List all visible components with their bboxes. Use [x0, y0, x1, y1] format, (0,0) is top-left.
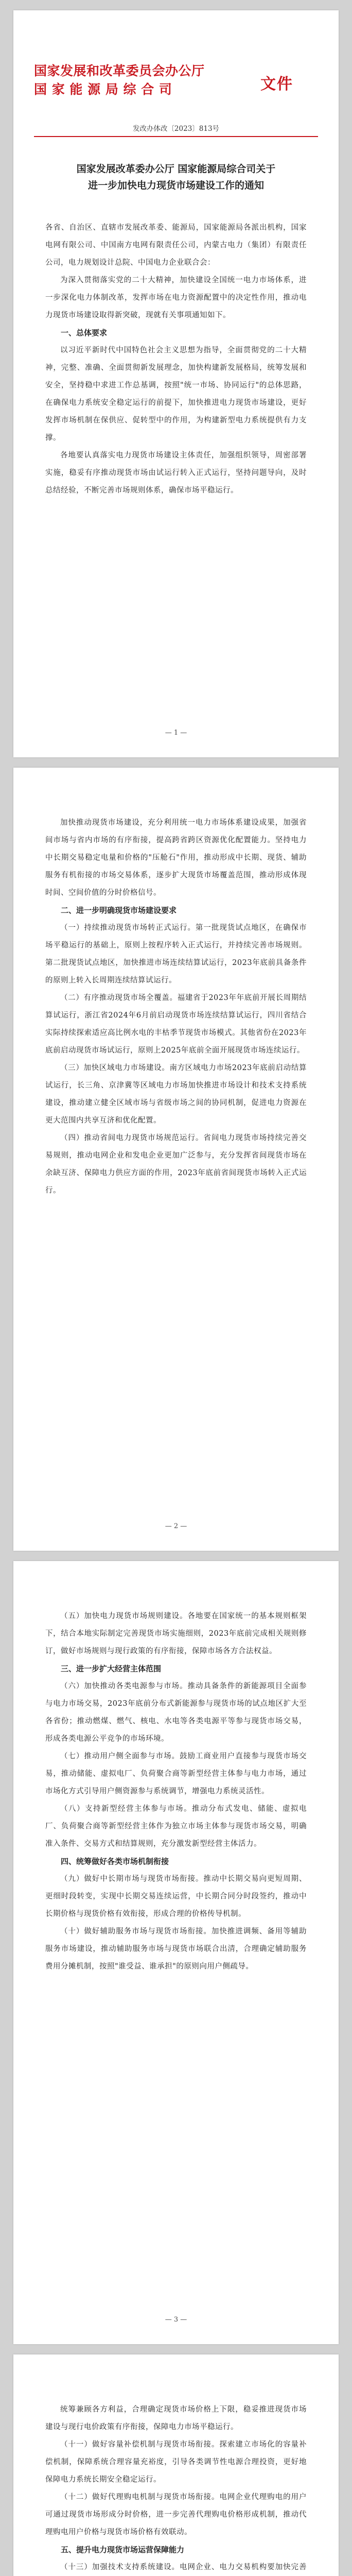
page-4-body	[45, 2401, 307, 2576]
paragraph: 加快推动现货市场建设，充分利用统一电力市场体系建设成果，加强省间市场与省内市场的有序衔接，提高跨省跨区资源优化配置能力。坚持电力中长期交易稳定电量和价格的"压舱石"作用，推动形成中长期、现货、辅助服务有机衔接的市场交易体系，逐步扩大现货市场覆盖范围，推动形成体现时间、空间价值的分时价格信号。	[45, 819, 307, 897]
paragraph: （十三）加强技术支持系统建设。电网企业、电力交易机构要加快完善	[60, 2563, 307, 2571]
doc-word: 文件	[260, 75, 293, 93]
paragraph: （三）加快区域电力市场建设。南方区域电力市场2023年底前启动结算试运行，长三角、京津冀等区域电力市场加快推进市场设计和技术支持系统建设，推动建立健全区域市场与省级市场之间的协同机制，促进电力资源在更大范围内共享互济和优化配置。	[45, 1064, 307, 1125]
document-title	[55, 161, 297, 194]
paragraph: （四）推动省间电力现货市场规范运行。省间电力现货市场持续完善交易规则，推动电网企业和发电企业更加广泛参与，充分发挥省间现货市场在余缺互济、保障电力供应方面的作用，2023年底前省间现货市场转入正式运行。	[45, 1134, 307, 1195]
red-header	[34, 62, 318, 103]
paragraph: （十一）做好容量补偿机制与现货市场衔接。探索建立市场化的容量补偿机制，保障系统合理容量充裕度，引导各类调节性电源合理投资，更好地保障电力系统长期安全稳定运行。	[45, 2441, 307, 2484]
document-number: 发改办体改〔2023〕813号	[132, 125, 220, 133]
section-heading: 三、进一步扩大经营主体范围	[61, 1664, 162, 1673]
document-page-3	[13, 1561, 339, 2344]
page-2-body	[45, 814, 307, 1199]
page-1-body	[45, 219, 307, 499]
page-number: — 2 —	[165, 1522, 187, 1530]
paragraph: （七）推动用户侧全面参与市场。鼓励工商业用户直接参与现货市场交易，推动储能、虚拟电厂、负荷聚合商等新型经营主体参与电力市场，通过市场化方式引导用户侧资源参与系统调节，增强电力系统灵活性。	[45, 1752, 307, 1795]
title-line-1: 国家发展改革委办公厅 国家能源局综合司关于	[76, 163, 276, 175]
paragraph: 为深入贯彻落实党的二十大精神，加快建设全国统一电力市场体系，进一步深化电力体制改革，发挥市场在电力资源配置中的决定性作用，推动电力现货市场建设取得新突破，现就有关事项通知如下。	[45, 276, 307, 319]
document-page-2	[13, 768, 339, 1551]
section-heading: 四、统筹做好各类市场机制衔接	[61, 1857, 169, 1866]
paragraph: 各地要认真落实电力现货市场建设主体责任，加强组织领导，周密部署实施，稳妥有序推动现货市场由试运行转入正式运行，坚持问题导向，及时总结经验，不断完善市场规则体系，确保市场平稳运行。	[45, 451, 307, 495]
issuer-names	[34, 62, 255, 99]
paragraph: （八）支持新型经营主体参与市场。推动分布式发电、储能、虚拟电厂、负荷聚合商等新型经营主体作为独立市场主体参与现货市场交易，明确准入条件、交易方式和结算规则，充分激发新型经营主体活力。	[45, 1805, 307, 1848]
section-heading: 一、总体要求	[61, 328, 108, 337]
paragraph: （一）持续推动现货市场转正式运行。第一批现货试点地区，在确保市场平稳运行的基础上，原则上按程序转入正式运行，并持续完善市场规则。第二批现货试点地区，加快推进市场连续结算试运行，2023年底前具备条件的原则上转入长周期连续结算试运行。	[45, 924, 307, 985]
page-number: — 1 —	[165, 729, 187, 737]
document-page-4	[13, 2354, 339, 2576]
section-heading: 五、提升电力现货市场运营保障能力	[61, 2545, 185, 2554]
issuer-line-1: 国家发展和改革委员会办公厅	[34, 63, 205, 78]
page-number: — 3 —	[165, 2316, 187, 2324]
title-line-2: 进一步加快电力现货市场建设工作的通知	[87, 180, 264, 191]
page-3-body	[45, 1607, 307, 1975]
paragraph: 统筹兼顾各方利益，合理确定现货市场价格上下限，稳妥推进现货市场建设与现行电价政策有序衔接，保障电力市场平稳运行。	[45, 2405, 307, 2431]
paragraph: （二）有序推动现货市场全覆盖。福建省于2023年年底前开展长周期结算试运行，浙江省2024年6月前启动现货市场连续结算试运行，四川省结合实际持续探索适应高比例水电的丰枯季节现货市场模式。其他省份在2023年底前启动现货市场试运行，原则上2025年底前全面开展现货市场连续运行。	[45, 994, 307, 1055]
paragraph: （九）做好中长期市场与现货市场衔接。推动中长期交易向更短周期、更细时段转变，实现中长期交易连续运营，中长期合同分时段签约，推动中长期价格与现货价格有效衔接，形成合理的价格传导机制。	[45, 1875, 307, 1918]
addressees: 各省、自治区、直辖市发展改革委、能源局，国家能源局各派出机构，国家电网有限公司、中国南方电网有限责任公司，内蒙古电力（集团）有限责任公司，电力规划设计总院、中国电力企业联合会：	[45, 224, 307, 267]
section-heading: 二、进一步明确现货市场建设要求	[61, 906, 177, 915]
paragraph: （十）做好辅助服务市场与现货市场衔接。加快推进调频、备用等辅助服务市场建设，推动辅助服务市场与现货市场联合出清，合理确定辅助服务费用分摊机制，按照"谁受益、谁承担"的原则向用户侧疏导。	[45, 1927, 307, 1971]
paragraph: （五）加快电力现货市场规则建设。各地要在国家统一的基本规则框架下，结合本地实际制定完善现货市场实施细则，2023年底前完成相关规则修订，做好市场规则与现行政策的有序衔接，保障市场各方合法权益。	[45, 1612, 307, 1655]
paragraph: 以习近平新时代中国特色社会主义思想为指导，全面贯彻党的二十大精神，完整、准确、全面贯彻新发展理念，加快构建新发展格局，统筹发展和安全，坚持稳中求进工作总基调，按照"统一市场、协同运行"的总体思路，在确保电力系统安全稳定运行的前提下，加快推进电力现货市场建设，更好发挥市场机制在保供应、促转型中的作用，为构建新型电力系统提供有力支撑。	[45, 346, 307, 442]
paragraph: （六）加快推动各类电源参与市场。推动具备条件的新能源项目全面参与电力市场交易，2023年底前分布式新能源参与现货市场的试点地区扩大至各省份；推动燃煤、燃气、核电、水电等各类电源平等参与现货市场交易，形成各类电源公平竞争的市场环境。	[45, 1682, 307, 1743]
red-separator-line	[34, 136, 318, 137]
issuer-line-2: 国 家 能 源 局 综 合 司	[34, 82, 172, 97]
document-page-1	[13, 10, 339, 757]
paragraph: （十二）做好代理购电机制与现货市场衔接。电网企业代理购电的用户可通过现货市场形成分时价格，进一步完善代理购电价格形成机制，推动代理购电用户价格与现货市场价格有效联动。	[45, 2493, 307, 2536]
